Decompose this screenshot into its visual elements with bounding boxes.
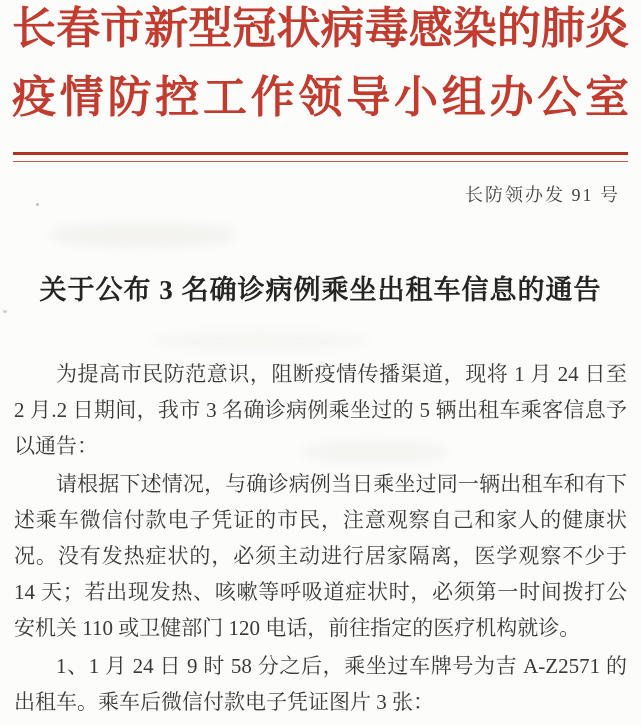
paragraph-intro: 为提高市民防范意识，阻断疫情传播渠道，现将 1 月 24 日至 2 月.2 日期间，我市 3 名确诊病例乘坐过的 5 辆出租车乘客信息予以通告：	[14, 362, 627, 458]
letterhead-line2: 疫情防控工作领导小组办公室	[12, 73, 629, 122]
paragraph-taxi-item-1: 1、1 月 24 日 9 时 58 分之后，乘坐过车牌号为吉 A-Z2571 的出租车。乘车后微信付款电子凭证图片 3 张：	[14, 654, 627, 714]
scan-speck	[3, 310, 7, 313]
rule-thick-line	[13, 152, 628, 155]
letterhead	[12, 0, 629, 132]
document-number: 长防领办发 91 号	[465, 185, 620, 205]
scan-smudge	[150, 330, 370, 352]
document-title: 关于公布 3 名确诊病例乘坐出租车信息的通告	[39, 275, 602, 305]
letterhead-double-rule	[13, 152, 628, 162]
letterhead-line1: 长春市新型冠状病毒感染的肺炎	[12, 4, 629, 53]
scan-speck	[36, 203, 39, 206]
rule-thin-line	[13, 161, 628, 163]
document-body	[14, 356, 627, 720]
paragraph-instructions: 请根据下述情况，与确诊病例当日乘坐过同一辆出租车和有下述乘车微信付款电子凭证的市民，注意观察自己和家人的健康状况。没有发热症状的，必须主动进行居家隔离，医学观察不少于 14 天；若出现发热、咳嗽等呼吸道症状时，必须第一时间拨打公安机关 110 或卫健部门 120 电话，前往指定的医疗机构就诊。	[14, 472, 627, 640]
scan-smudge	[48, 222, 238, 248]
